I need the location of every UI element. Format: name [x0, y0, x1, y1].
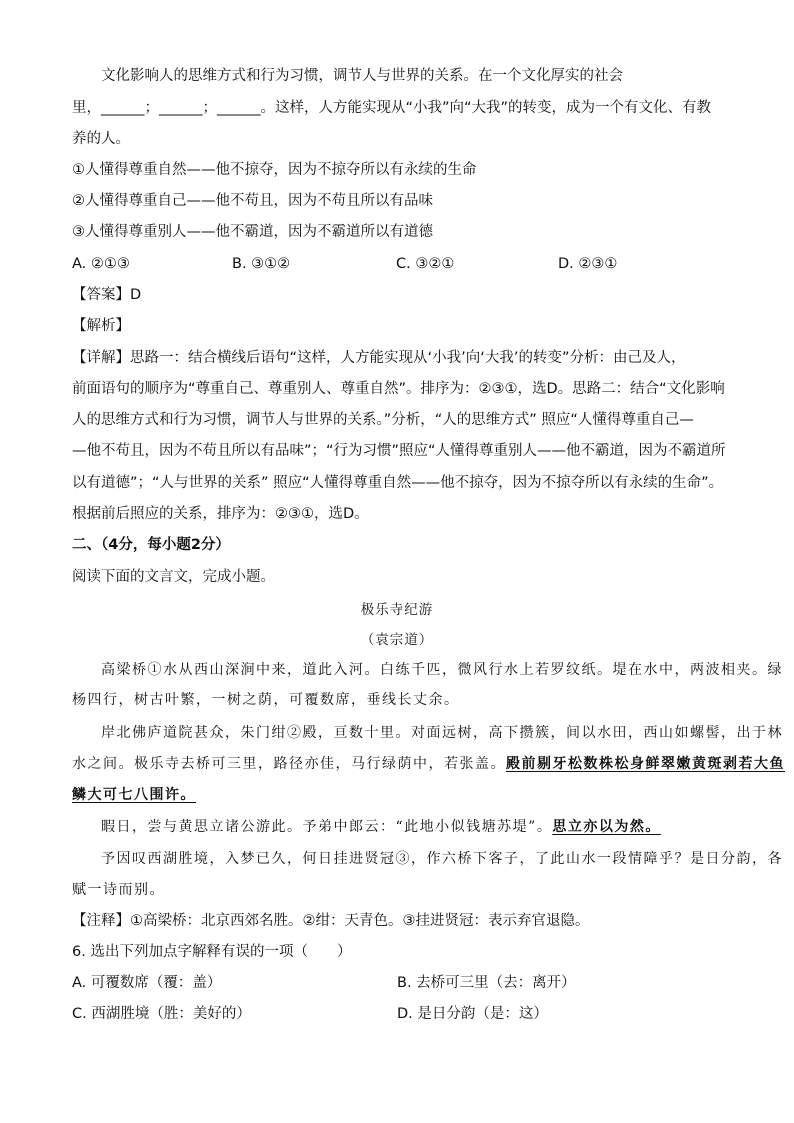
passage-title: 极乐寺纪游	[360, 602, 434, 618]
passage-p1-line-1: 高梁桥①水从西山深涧中来，道此入河。白练千匹，微风行水上若罗纹纸。堤在水中，两波相夹。绿	[101, 662, 783, 678]
passage-p3-line	[101, 817, 661, 837]
q5-stem-line-2: 里，______；______；______。这样，人方能实现从“小我”向“大我”的转变，成为一个有文化、有教	[72, 100, 712, 116]
section-2-heading: 二、（4分，每小题2分）	[72, 537, 230, 553]
passage-author: （袁宗道）	[360, 632, 434, 648]
q5-stem-line-1: 文化影响人的思维方式和行为习惯，调节人与世界的关系。在一个文化厚实的社会	[101, 68, 623, 84]
passage-p2-line-3: 鳞大可七八围许。	[72, 787, 196, 803]
q5-detail-line-3: 人的思维方式和行为习惯，调节人与世界的关系。”分析，“人的思维方式” 照应“人懂得尊重自己—	[72, 412, 694, 428]
notes-text: ①高梁桥：北京西郊名胜。②绀：天青色。③挂进贤冠：表示弃官退隐。	[130, 913, 590, 929]
q5-answer	[72, 285, 141, 305]
passage-p2-line-1: 岸北佛庐道院甚众，朱门绀②殿，亘数十里。对面远树，高下攒簇，间以水田，西山如螺髻，出于林	[101, 725, 783, 741]
detail-label: 【详解】	[72, 350, 130, 366]
notes-label: 【注释】	[72, 913, 130, 929]
p2-underlined-sentence: 殿前剔牙松数株松身鲜翠嫩黄斑剥若大鱼	[506, 756, 785, 772]
q5-option-b: B. ③①②	[232, 256, 291, 272]
answer-label: 【答案】	[72, 287, 130, 303]
q5-detail-line-5: 以有道德”；“人与世界的关系” 照应“人懂得尊重自然——他不掠夺，因为不掠夺所以有永续的生命”。	[72, 475, 724, 491]
q5-item-1: ①人懂得尊重自然——他不掠夺，因为不掠夺所以有永续的生命	[72, 162, 477, 178]
q5-item-3: ③人懂得尊重别人——他不霸道，因为不霸道所以有道德	[72, 224, 433, 240]
q5-option-d: D. ②③①	[558, 256, 618, 272]
q6-stem: 6. 选出下列加点字解释有误的一项（ ）	[72, 944, 352, 960]
passage-p4-line-2: 赋一诗而别。	[72, 882, 165, 898]
q6-option-b: B. 去桥可三里（去：离开）	[397, 975, 576, 991]
p3-underlined-sentence: 思立亦以为然。	[552, 819, 661, 835]
passage-p2-line-2	[72, 754, 785, 774]
p2-plain-text: 水之间。极乐寺去桥可三里，路径亦佳，马行绿荫中，若张盖。	[72, 756, 506, 772]
q5-option-a: A. ②①③	[72, 256, 130, 272]
answer-value: D	[130, 287, 142, 303]
q5-detail-line-4: —他不苟且，因为不苟且所以有品味”；“行为习惯”照应“人懂得尊重别人——他不霸道，因为不霸道所	[72, 443, 726, 459]
q6-option-d: D. 是日分韵（是：这）	[397, 1006, 548, 1022]
q5-detail-line-6: 根据前后照应的关系，排序为：②③①，选D。	[72, 506, 369, 522]
p3-plain-text: 暇日，尝与黄思立诸公游此。予弟中郎云：“此地小似钱塘苏堤”。	[101, 819, 553, 835]
q6-option-c: C. 西湖胜境（胜：美好的）	[72, 1006, 251, 1022]
section-2-instruction: 阅读下面的文言文，完成小题。	[72, 569, 275, 585]
q5-detail-line-1	[72, 348, 685, 368]
notes-line	[72, 911, 590, 931]
passage-p4-line-1: 予因叹西湖胜境，入梦已久，何日挂进贤冠③，作六桥下客子，了此山水一段情障乎？是日分韵，各	[101, 851, 783, 867]
q5-item-2: ②人懂得尊重自己——他不苟且，因为不苟且所以有品味	[72, 193, 433, 209]
q5-stem-line-3: 养的人。	[72, 131, 130, 147]
q5-option-c: C. ③②①	[396, 256, 455, 272]
q5-analysis-label: 【解析】	[72, 318, 130, 334]
q6-option-a: A. 可覆数席（覆：盖）	[72, 975, 222, 991]
q5-detail-line-2: 前面语句的顺序为“尊重自己、尊重别人、尊重自然”。排序为：②③①，选D。思路二：结合“文化影响	[72, 381, 725, 397]
detail-text-1: 思路一：结合横线后语句“这样，人方能实现从‘小我’向‘大我’的转变”分析：由己及人，	[130, 350, 686, 366]
passage-p1-line-2: 杨四行，树古叶繁，一树之荫，可覆数席，垂线长丈余。	[72, 692, 460, 708]
